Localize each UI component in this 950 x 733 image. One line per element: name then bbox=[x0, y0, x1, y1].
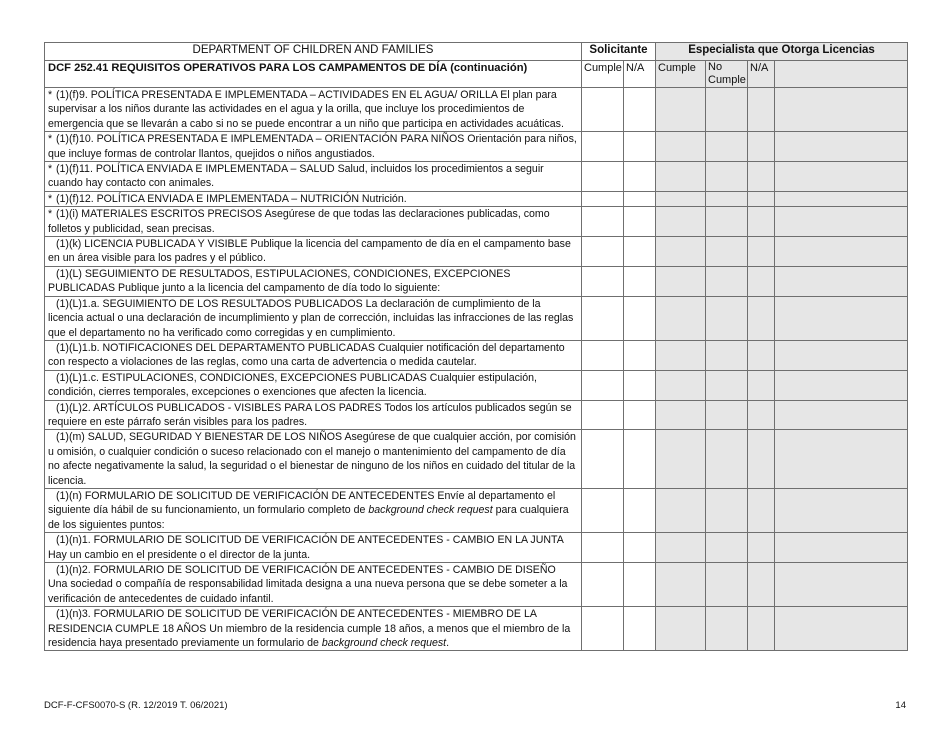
especialista-no-cumple-cell[interactable] bbox=[706, 488, 748, 532]
page-number: 14 bbox=[895, 700, 906, 711]
especialista-na-cell[interactable] bbox=[748, 340, 775, 370]
requirements-table bbox=[44, 42, 908, 651]
requirement-text bbox=[45, 607, 582, 651]
col-solicitante-cumple: Cumple bbox=[582, 61, 624, 88]
solicitante-cumple-cell[interactable] bbox=[582, 191, 624, 206]
solicitante-cumple-cell[interactable] bbox=[582, 266, 624, 296]
solicitante-cumple-cell[interactable] bbox=[582, 563, 624, 607]
requirement-body: (1)(L)1.c. ESTIPULACIONES, CONDICIONES, EXCEPCIONES PUBLICADAS Cualquier estipulación, condición, cierres temporales, excepciones o exenciones que afecten la licencia. bbox=[48, 371, 537, 399]
solicitante-cumple-cell[interactable] bbox=[582, 340, 624, 370]
requirement-text bbox=[45, 370, 582, 400]
especialista-cumple-cell[interactable] bbox=[656, 488, 706, 532]
especialista-no-cumple-cell[interactable] bbox=[706, 400, 748, 430]
especialista-na-cell[interactable] bbox=[748, 563, 775, 607]
col-no-cumple-label: Cumple bbox=[708, 74, 746, 86]
section-title: DCF 252.41 REQUISITOS OPERATIVOS PARA LOS CAMPAMENTOS DE DÍA (continuación) bbox=[45, 61, 582, 88]
solicitante-na-cell[interactable] bbox=[624, 296, 656, 340]
solicitante-na-cell[interactable] bbox=[624, 266, 656, 296]
especialista-cumple-cell[interactable] bbox=[656, 607, 706, 651]
requirement-body: (1)(f)11. POLÍTICA ENVIADA E IMPLEMENTADA – SALUD Salud, incluidos los procedimientos a seguir cuando hay contacto con animales. bbox=[48, 163, 544, 190]
notes-cell[interactable] bbox=[775, 370, 908, 400]
requirement-body: (1)(L) SEGUIMIENTO DE RESULTADOS, ESTIPULACIONES, CONDICIONES, EXCEPCIONES PUBLICADAS Publique junto a la licencia del campamento de día todo lo siguiente: bbox=[48, 267, 511, 295]
requirement-body: (1)(f)10. POLÍTICA PRESENTADA E IMPLEMENTADA – ORIENTACIÓN PARA NIÑOS Orientación para niños, que incluye formas de controlar llantos, quejidos o niños angustiados. bbox=[48, 133, 577, 160]
requirement-text bbox=[45, 162, 582, 192]
notes-column-header bbox=[775, 61, 908, 88]
requirement-text bbox=[45, 488, 582, 532]
requirement-text bbox=[45, 132, 582, 162]
col-solicitante-na: N/A bbox=[624, 61, 656, 88]
requirement-text bbox=[45, 191, 582, 206]
especialista-no-cumple-cell[interactable] bbox=[706, 88, 748, 132]
especialista-na-cell[interactable] bbox=[748, 400, 775, 430]
requirement-body: (1)(i) MATERIALES ESCRITOS PRECISOS Asegúrese de que todas las declaraciones publicadas, como folletos y publicidad, sean precisas. bbox=[48, 208, 550, 235]
notes-cell[interactable] bbox=[775, 237, 908, 267]
notes-cell[interactable] bbox=[775, 296, 908, 340]
requirement-row bbox=[45, 488, 908, 532]
notes-cell[interactable] bbox=[775, 400, 908, 430]
especialista-no-cumple-cell[interactable] bbox=[706, 607, 748, 651]
solicitante-na-cell[interactable] bbox=[624, 132, 656, 162]
especialista-cumple-cell[interactable] bbox=[656, 533, 706, 563]
notes-cell[interactable] bbox=[775, 488, 908, 532]
solicitante-na-cell[interactable] bbox=[624, 340, 656, 370]
requirement-text bbox=[45, 563, 582, 607]
solicitante-cumple-cell[interactable] bbox=[582, 607, 624, 651]
especialista-na-cell[interactable] bbox=[748, 370, 775, 400]
requirement-form-name: background check request bbox=[321, 637, 447, 650]
requirement-text bbox=[45, 237, 582, 267]
asterisk-marker: * bbox=[48, 133, 53, 146]
solicitante-na-cell[interactable] bbox=[624, 607, 656, 651]
especialista-no-cumple-cell[interactable] bbox=[706, 207, 748, 237]
requirement-body: (1)(f)12. POLÍTICA ENVIADA E IMPLEMENTADA – NUTRICIÓN Nutrición. bbox=[56, 192, 407, 205]
requirement-text bbox=[45, 266, 582, 296]
solicitante-na-cell[interactable] bbox=[624, 563, 656, 607]
requirement-text bbox=[45, 88, 582, 132]
requirement-body: (1)(n) FORMULARIO DE SOLICITUD DE VERIFICACIÓN DE ANTECEDENTES Envíe al departamento el siguiente día hábil de su funcionamiento, un formulario completo de bbox=[48, 489, 556, 517]
especialista-na-cell[interactable] bbox=[748, 266, 775, 296]
solicitante-cumple-cell[interactable] bbox=[582, 162, 624, 192]
requirement-body: (1)(L)2. ARTÍCULOS PUBLICADOS - VISIBLES PARA LOS PADRES Todos los artículos publicados según se requiere en este párrafo serán visibles para los padres. bbox=[48, 401, 572, 428]
especialista-na-cell[interactable] bbox=[748, 88, 775, 132]
especialista-na-cell[interactable] bbox=[748, 488, 775, 532]
especialista-na-cell[interactable] bbox=[748, 430, 775, 489]
asterisk-marker: * bbox=[48, 208, 53, 221]
especialista-na-cell[interactable] bbox=[748, 296, 775, 340]
requirement-row bbox=[45, 296, 908, 340]
asterisk-marker: * bbox=[48, 89, 53, 101]
especialista-no-cumple-cell[interactable] bbox=[706, 191, 748, 206]
notes-cell[interactable] bbox=[775, 191, 908, 206]
especialista-cumple-cell[interactable] bbox=[656, 296, 706, 340]
especialista-no-cumple-cell[interactable] bbox=[706, 370, 748, 400]
requirement-tail: . bbox=[446, 637, 450, 650]
especialista-no-cumple-cell[interactable] bbox=[706, 132, 748, 162]
especialista-no-cumple-cell[interactable] bbox=[706, 237, 748, 267]
requirement-body: (1)(f)9. POLÍTICA PRESENTADA E IMPLEMENTADA – ACTIVIDADES EN EL AGUA/ ORILLA El plan para supervisar a los niños durante las actividades en el agua y la orilla, que incluye los procedimientos de emergencia que se llevarán a cabo si no se puede encontrar a un niño que participa en actividades acuáticas. bbox=[48, 89, 564, 130]
especialista-na-cell[interactable] bbox=[748, 533, 775, 563]
requirement-body: (1)(k) LICENCIA PUBLICADA Y VISIBLE Publique la licencia del campamento de día en el campamento base en un área visible para los padres y el público. bbox=[48, 238, 571, 265]
especialista-no-cumple-cell[interactable] bbox=[706, 340, 748, 370]
especialista-no-cumple-cell[interactable] bbox=[706, 162, 748, 192]
requirement-text bbox=[45, 430, 582, 489]
department-title: DEPARTMENT OF CHILDREN AND FAMILIES bbox=[45, 43, 582, 61]
requirement-row bbox=[45, 400, 908, 430]
notes-cell[interactable] bbox=[775, 340, 908, 370]
requirement-tail: para cualquiera de los siguientes puntos: bbox=[48, 504, 569, 531]
especialista-cumple-cell[interactable] bbox=[656, 430, 706, 489]
notes-cell[interactable] bbox=[775, 563, 908, 607]
notes-cell[interactable] bbox=[775, 607, 908, 651]
requirement-text bbox=[45, 400, 582, 430]
especialista-cumple-cell[interactable] bbox=[656, 162, 706, 192]
solicitante-cumple-cell[interactable] bbox=[582, 132, 624, 162]
especialista-no-cumple-cell[interactable] bbox=[706, 563, 748, 607]
especialista-no-cumple-cell[interactable] bbox=[706, 296, 748, 340]
requirement-body: (1)(n)2. FORMULARIO DE SOLICITUD DE VERIFICACIÓN DE ANTECEDENTES - CAMBIO DE DISEÑO Una sociedad o compañía de responsabilidad limitada designa a una nueva persona que se debe someter a la verificación de antecedentes de cuidado infantil. bbox=[48, 564, 568, 605]
solicitante-na-cell[interactable] bbox=[624, 191, 656, 206]
solicitante-cumple-cell[interactable] bbox=[582, 488, 624, 532]
col-no-label: No bbox=[708, 61, 723, 73]
requirement-text bbox=[45, 296, 582, 340]
requirement-row bbox=[45, 132, 908, 162]
requirement-row bbox=[45, 88, 908, 132]
solicitante-na-cell[interactable] bbox=[624, 162, 656, 192]
solicitante-na-cell[interactable] bbox=[624, 400, 656, 430]
especialista-na-cell[interactable] bbox=[748, 237, 775, 267]
form-id: DCF-F-CFS0070-S (R. 12/2019 T. 06/2021) bbox=[44, 700, 228, 711]
requirement-row bbox=[45, 533, 908, 563]
especialista-na-cell[interactable] bbox=[748, 132, 775, 162]
form-page bbox=[44, 42, 907, 651]
requirement-row bbox=[45, 266, 908, 296]
requirement-body: (1)(n)1. FORMULARIO DE SOLICITUD DE VERIFICACIÓN DE ANTECEDENTES - CAMBIO EN LA JUNTA Hay un cambio en el presidente o el director de la junta. bbox=[48, 534, 564, 561]
especialista-cumple-cell[interactable] bbox=[656, 400, 706, 430]
requirement-body: (1)(L)1.b. NOTIFICACIONES DEL DEPARTAMENTO PUBLICADAS Cualquier notificación del departamento con respecto a violaciones de las reglas, como una carta de advertencia o medida cautelar. bbox=[48, 341, 565, 369]
requirement-body: (1)(n)3. FORMULARIO DE SOLICITUD DE VERIFICACIÓN DE ANTECEDENTES - MIEMBRO DE LA RESIDENCIA CUMPLE 18 AÑOS Un miembro de la residencia cumple 18 años, a menos que el miembro de la residencia haya presentado previamente un formulario de bbox=[48, 608, 571, 650]
solicitante-cumple-cell[interactable] bbox=[582, 430, 624, 489]
especialista-cumple-cell[interactable] bbox=[656, 132, 706, 162]
especialista-cumple-cell[interactable] bbox=[656, 563, 706, 607]
solicitante-na-cell[interactable] bbox=[624, 88, 656, 132]
asterisk-marker: * bbox=[48, 163, 53, 176]
especialista-na-cell[interactable] bbox=[748, 162, 775, 192]
requirement-row bbox=[45, 162, 908, 192]
especialista-cumple-cell[interactable] bbox=[656, 237, 706, 267]
header-row-2 bbox=[45, 61, 908, 88]
especialista-na-cell[interactable] bbox=[748, 607, 775, 651]
solicitante-cumple-cell[interactable] bbox=[582, 533, 624, 563]
requirement-row bbox=[45, 191, 908, 206]
especialista-cumple-cell[interactable] bbox=[656, 88, 706, 132]
requirement-row bbox=[45, 340, 908, 370]
solicitante-cumple-cell[interactable] bbox=[582, 370, 624, 400]
especialista-header: Especialista que Otorga Licencias bbox=[656, 43, 908, 61]
requirement-text bbox=[45, 340, 582, 370]
notes-cell[interactable] bbox=[775, 207, 908, 237]
col-especialista-cumple: Cumple bbox=[656, 61, 706, 88]
especialista-cumple-cell[interactable] bbox=[656, 266, 706, 296]
solicitante-na-cell[interactable] bbox=[624, 207, 656, 237]
requirement-row bbox=[45, 563, 908, 607]
requirement-form-name: background check request bbox=[368, 504, 493, 517]
especialista-no-cumple-cell[interactable] bbox=[706, 266, 748, 296]
notes-cell[interactable] bbox=[775, 162, 908, 192]
solicitante-cumple-cell[interactable] bbox=[582, 207, 624, 237]
requirement-row bbox=[45, 607, 908, 651]
asterisk-marker: * bbox=[48, 192, 53, 205]
requirement-row bbox=[45, 207, 908, 237]
especialista-na-cell[interactable] bbox=[748, 207, 775, 237]
notes-cell[interactable] bbox=[775, 132, 908, 162]
especialista-na-cell[interactable] bbox=[748, 191, 775, 206]
requirement-body: (1)(m) SALUD, SEGURIDAD Y BIENESTAR DE LOS NIÑOS Asegúrese de que cualquier acción, por comisión u omisión, o cualquier condición o suceso relacionado con el manejo o mantenimiento del campamento de día no afecte negativamente la salud, la seguridad o el bienestar de ninguno de los niños en cuidado del titular de la licencia. bbox=[48, 431, 576, 487]
solicitante-cumple-cell[interactable] bbox=[582, 296, 624, 340]
col-especialista-na: N/A bbox=[748, 61, 775, 88]
especialista-cumple-cell[interactable] bbox=[656, 340, 706, 370]
especialista-cumple-cell[interactable] bbox=[656, 191, 706, 206]
header-row-1 bbox=[45, 43, 908, 61]
requirement-row bbox=[45, 237, 908, 267]
notes-cell[interactable] bbox=[775, 533, 908, 563]
col-especialista-no-cumple bbox=[706, 61, 748, 88]
requirement-text bbox=[45, 533, 582, 563]
notes-cell[interactable] bbox=[775, 430, 908, 489]
solicitante-cumple-cell[interactable] bbox=[582, 88, 624, 132]
especialista-cumple-cell[interactable] bbox=[656, 370, 706, 400]
especialista-cumple-cell[interactable] bbox=[656, 207, 706, 237]
solicitante-na-cell[interactable] bbox=[624, 488, 656, 532]
solicitante-na-cell[interactable] bbox=[624, 370, 656, 400]
requirement-row bbox=[45, 430, 908, 489]
especialista-no-cumple-cell[interactable] bbox=[706, 533, 748, 563]
requirement-body: (1)(L)1.a. SEGUIMIENTO DE LOS RESULTADOS PUBLICADOS La declaración de cumplimiento de la licencia actual o una declaración de incumplimiento y plan de corrección, incluidas las infracciones de las reglas que el departamento no ha verificado como corregidas y en cumplimiento. bbox=[48, 297, 574, 339]
especialista-no-cumple-cell[interactable] bbox=[706, 430, 748, 489]
solicitante-cumple-cell[interactable] bbox=[582, 237, 624, 267]
solicitante-na-cell[interactable] bbox=[624, 430, 656, 489]
solicitante-na-cell[interactable] bbox=[624, 237, 656, 267]
requirement-row bbox=[45, 370, 908, 400]
solicitante-header: Solicitante bbox=[582, 43, 656, 61]
solicitante-na-cell[interactable] bbox=[624, 533, 656, 563]
solicitante-cumple-cell[interactable] bbox=[582, 400, 624, 430]
notes-cell[interactable] bbox=[775, 88, 908, 132]
notes-cell[interactable] bbox=[775, 266, 908, 296]
requirement-text bbox=[45, 207, 582, 237]
